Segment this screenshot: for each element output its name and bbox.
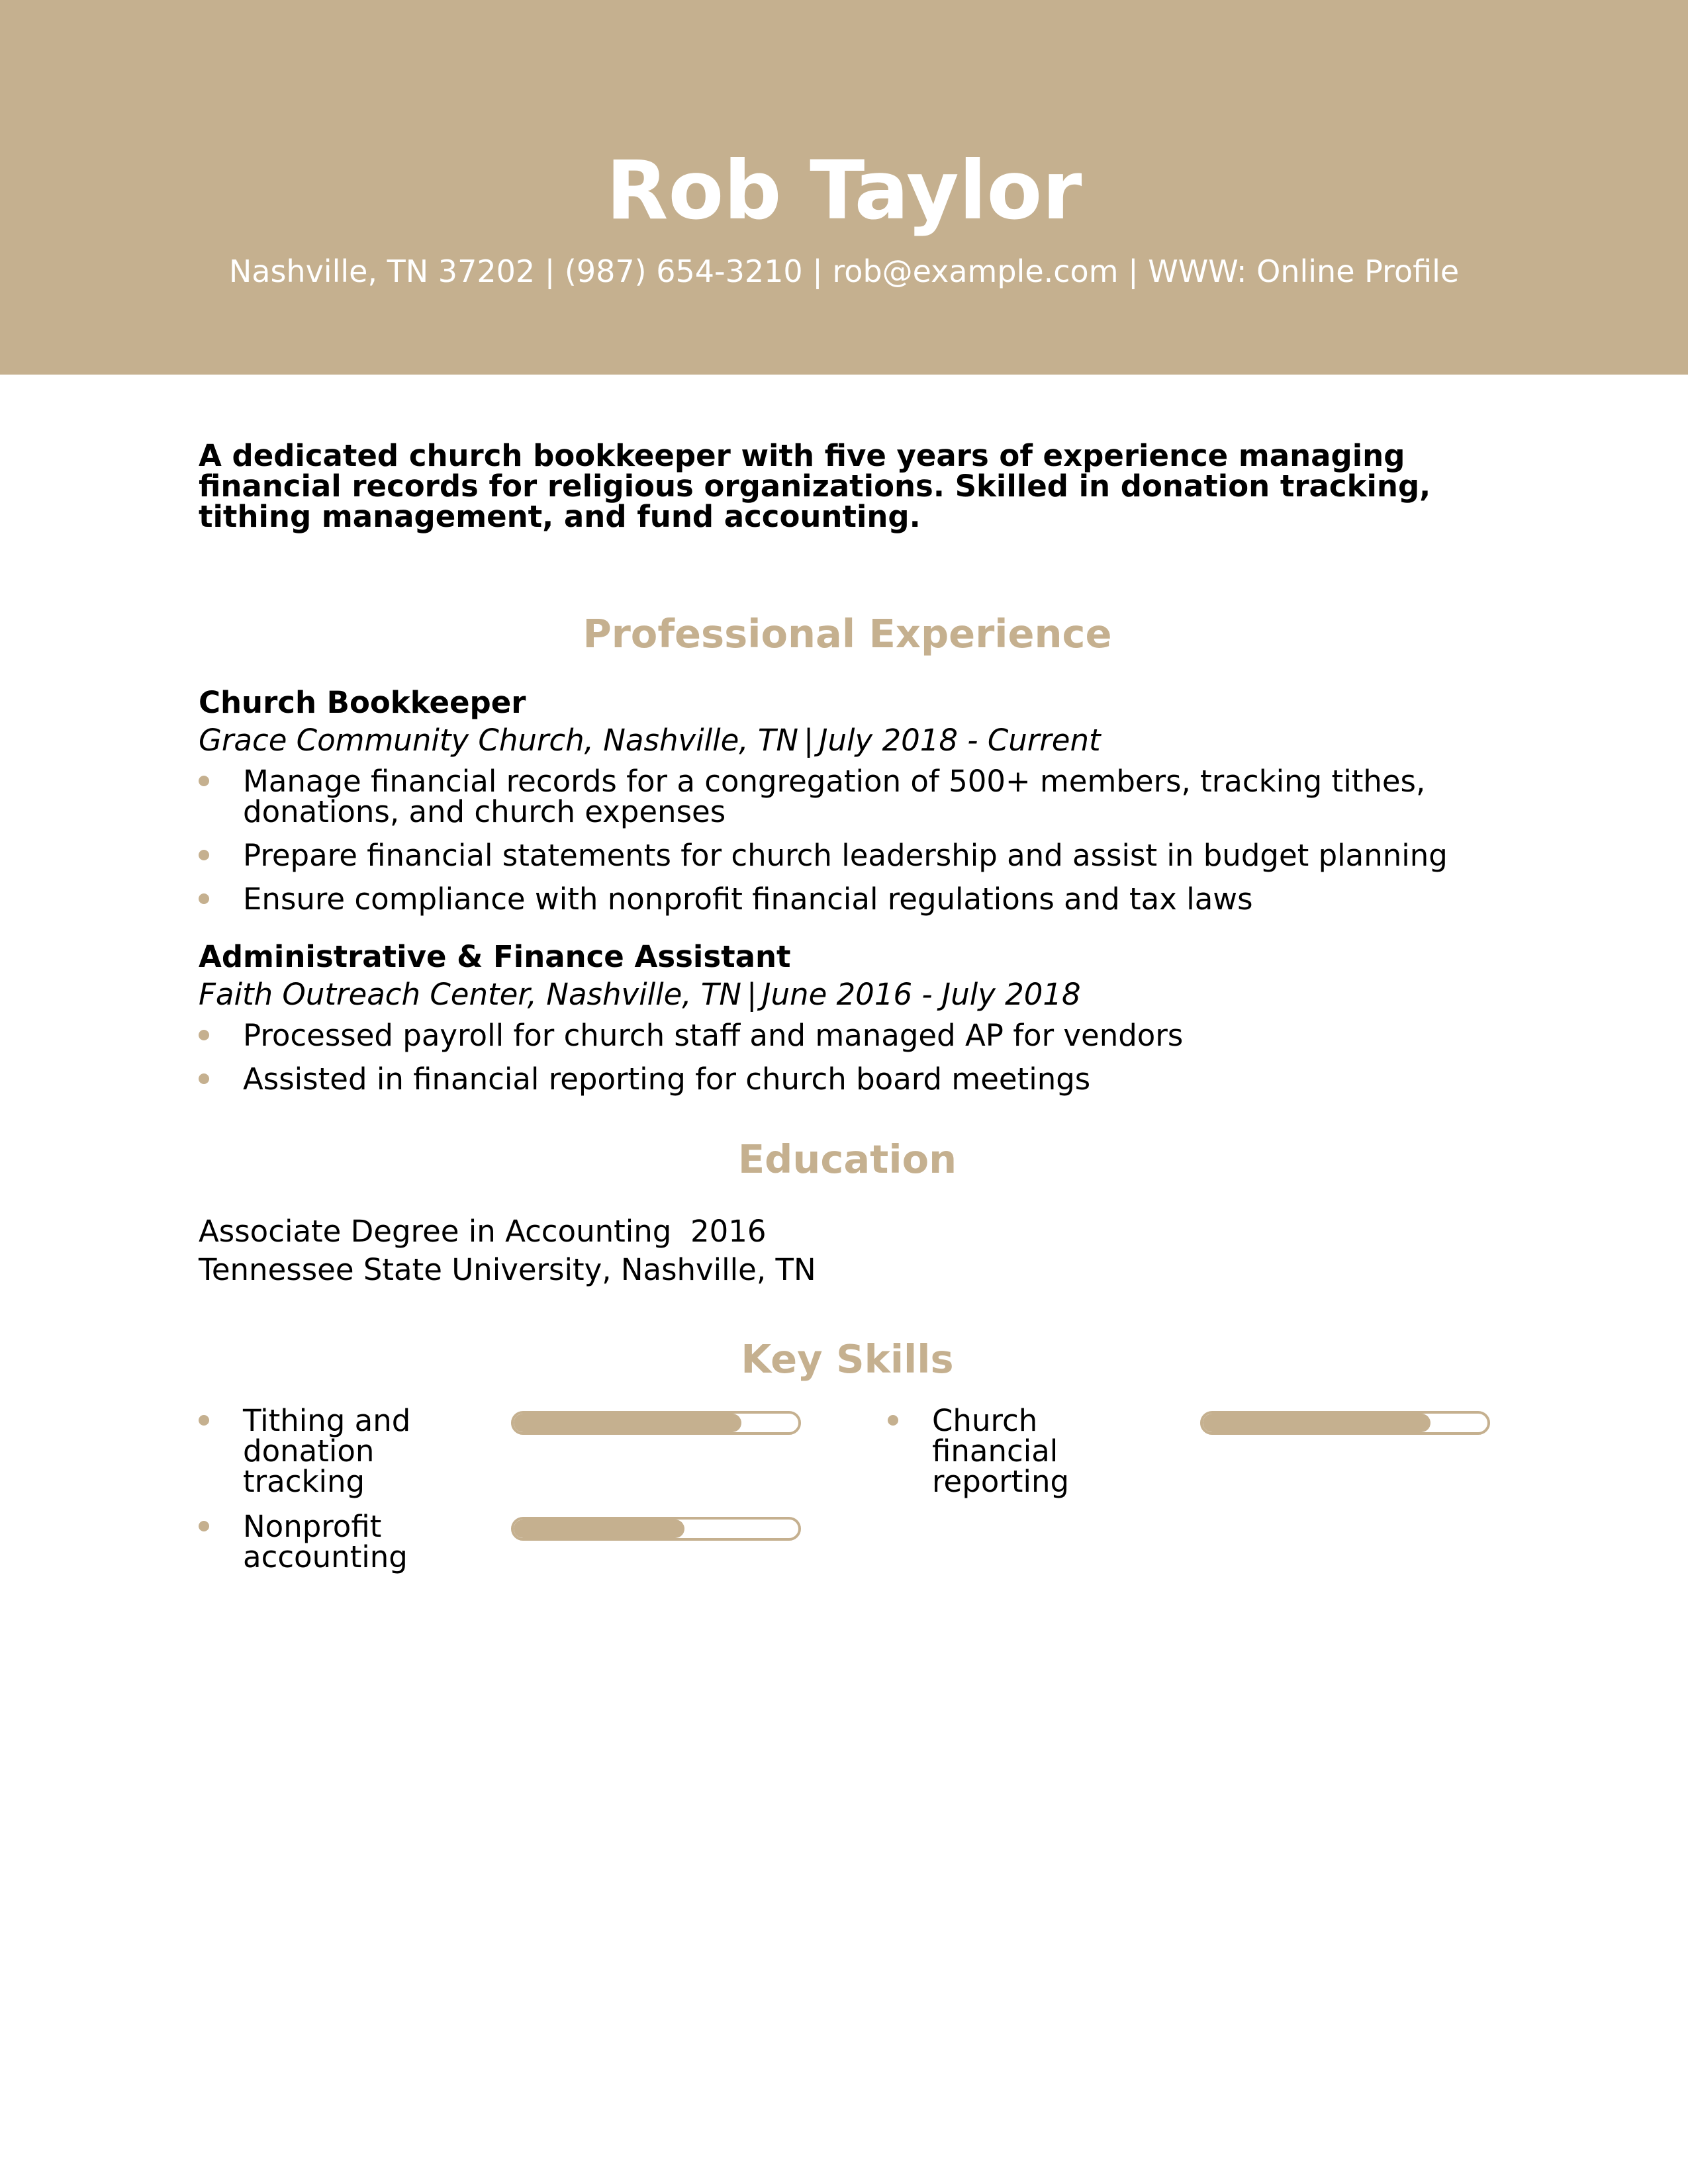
- list-item: [199, 1018, 1496, 1053]
- skill-label: Church financial reporting: [932, 1403, 1070, 1499]
- bullet-dot: [199, 850, 209, 860]
- job-org: Grace Community Church, Nashville, TN: [199, 723, 799, 758]
- bullet-text: Manage financial records for a congregation of 500+ members, tracking tithes, donations, and church expenses: [243, 764, 1426, 829]
- list-item: [199, 884, 1496, 915]
- job-dates: June 2016 - July 2018: [762, 977, 1081, 1012]
- contact-line: Nashville, TN 37202 | (987) 654-3210 | rob@example.com | WWW: Online Profile: [228, 253, 1460, 289]
- header-banner: [0, 0, 1688, 375]
- degree-line: [199, 1212, 1496, 1251]
- job-separator: |: [804, 723, 814, 758]
- job-entry: [199, 684, 1496, 915]
- bullet-dot: [888, 1415, 898, 1426]
- job-entry: [199, 938, 1496, 1095]
- skill-level-bar: [1200, 1411, 1490, 1435]
- school: Tennessee State University, Nashville, TN: [199, 1252, 816, 1287]
- bullet-text: Assisted in financial reporting for church board meetings: [243, 1062, 1091, 1097]
- list-item: [199, 766, 1496, 827]
- education-entry: [199, 1212, 1496, 1289]
- skill-level-bar: [511, 1517, 801, 1541]
- bullet-dot: [199, 1073, 209, 1084]
- skill-level-fill: [1203, 1414, 1430, 1432]
- skill-level-fill: [514, 1520, 684, 1538]
- list-item: [199, 1064, 1496, 1095]
- job-title: Church Bookkeeper: [199, 685, 526, 720]
- degree: Associate Degree in Accounting: [199, 1214, 672, 1249]
- job-title: Administrative & Finance Assistant: [199, 939, 791, 974]
- skill-label: Nonprofit accounting: [243, 1509, 408, 1574]
- bullet-dot: [199, 776, 209, 786]
- job-separator: |: [747, 977, 757, 1012]
- experience-heading: Professional Experience: [583, 611, 1112, 657]
- bullet-dot: [199, 1030, 209, 1040]
- summary-paragraph: A dedicated church bookkeeper with five years of experience managing financial records for religious organizations. Skilled in donation tracking, tithing management, and fund accounting.: [199, 438, 1431, 534]
- bullet-dot: [199, 1521, 209, 1531]
- skill-item: [199, 1403, 827, 1499]
- candidate-name: Rob Taylor: [606, 144, 1082, 238]
- bullet-dot: [199, 893, 209, 904]
- resume-body: [199, 438, 1496, 1604]
- list-item: [199, 838, 1496, 873]
- bullet-text: Processed payroll for church staff and managed AP for vendors: [243, 1018, 1184, 1053]
- bullet-dot: [199, 1415, 209, 1426]
- job-bullets: [199, 1018, 1496, 1097]
- job-meta: [199, 721, 1496, 760]
- job-dates: July 2018 - Current: [819, 723, 1101, 758]
- bullet-text: Prepare financial statements for church leadership and assist in budget planning: [243, 838, 1448, 873]
- bullet-text: Ensure compliance with nonprofit financial regulations and tax laws: [243, 882, 1253, 917]
- job-bullets: [199, 766, 1496, 915]
- skill-item: [888, 1403, 1517, 1499]
- skill-item: [199, 1509, 827, 1604]
- job-org: Faith Outreach Center, Nashville, TN: [199, 977, 742, 1012]
- skill-level-bar: [511, 1411, 801, 1435]
- skills-grid: [199, 1403, 1496, 1604]
- education-heading: Education: [737, 1136, 957, 1182]
- skill-level-fill: [514, 1414, 741, 1432]
- skills-heading: Key Skills: [741, 1336, 954, 1382]
- job-meta: [199, 976, 1496, 1014]
- degree-year: 2016: [690, 1214, 767, 1249]
- skill-label: Tithing and donation tracking: [243, 1403, 411, 1499]
